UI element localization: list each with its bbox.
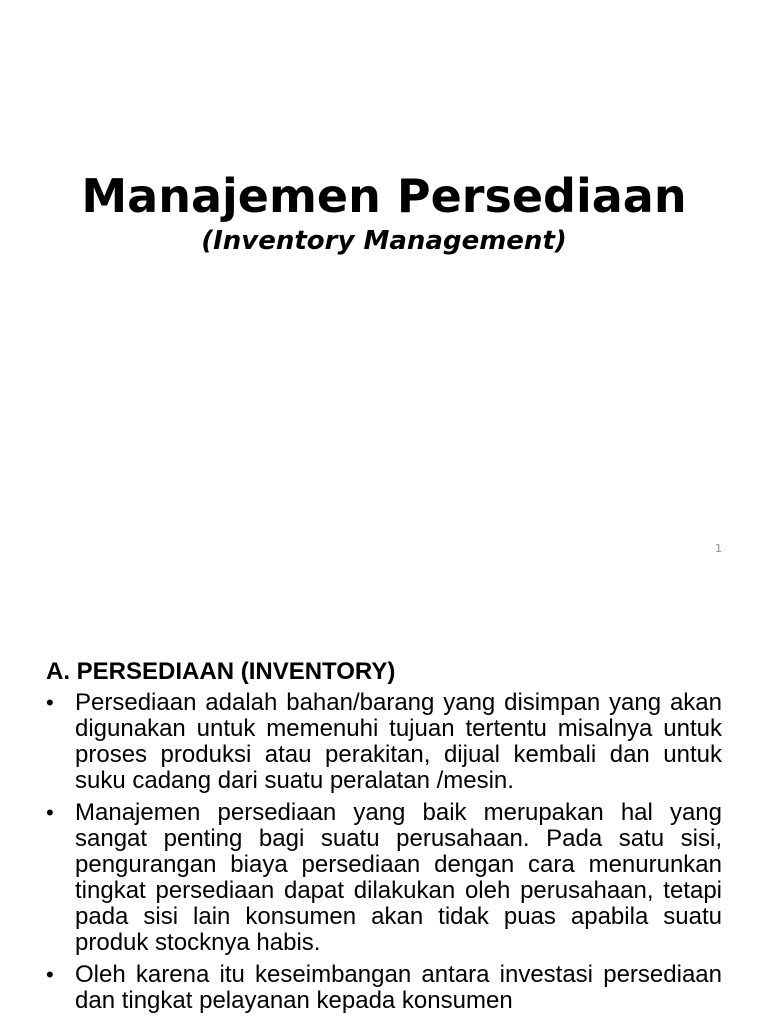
bullet-text: Persediaan adalah bahan/barang yang disimpan yang akan digunakan untuk memenuhi tujuan tertentu misalnya untuk proses produksi atau perakitan, dijual kembali dan untuk suku cadang dari suatu peralatan /mesin. [75,689,722,794]
bullet-icon: • [46,690,54,715]
bullet-item-2 [46,800,722,956]
bullet-item-1 [46,690,722,794]
bullet-icon: • [46,962,54,987]
bullet-text: Oleh karena itu keseimbangan antara investasi persediaan dan tingkat pelayanan kepada konsumen [75,961,722,1014]
page-number: 1 [715,542,722,555]
slide-subtitle: (Inventory Management) [201,226,567,256]
bullet-text: Manajemen persediaan yang baik merupakan hal yang sangat penting bagi suatu perusahaan. Pada satu sisi, pengurangan biaya persediaan dengan cara menurunkan tingkat persediaan dapat dilakukan oleh perusahaan, tetapi pada sisi lain konsumen akan tidak puas apabila suatu produk stocknya habis. [75,799,722,956]
bullet-list [46,690,722,1020]
section-heading: A. PERSEDIAAN (INVENTORY) [46,658,396,685]
slide-title: Manajemen Persediaan [81,169,687,223]
bullet-icon: • [46,800,54,825]
bullet-item-3 [46,962,722,1014]
